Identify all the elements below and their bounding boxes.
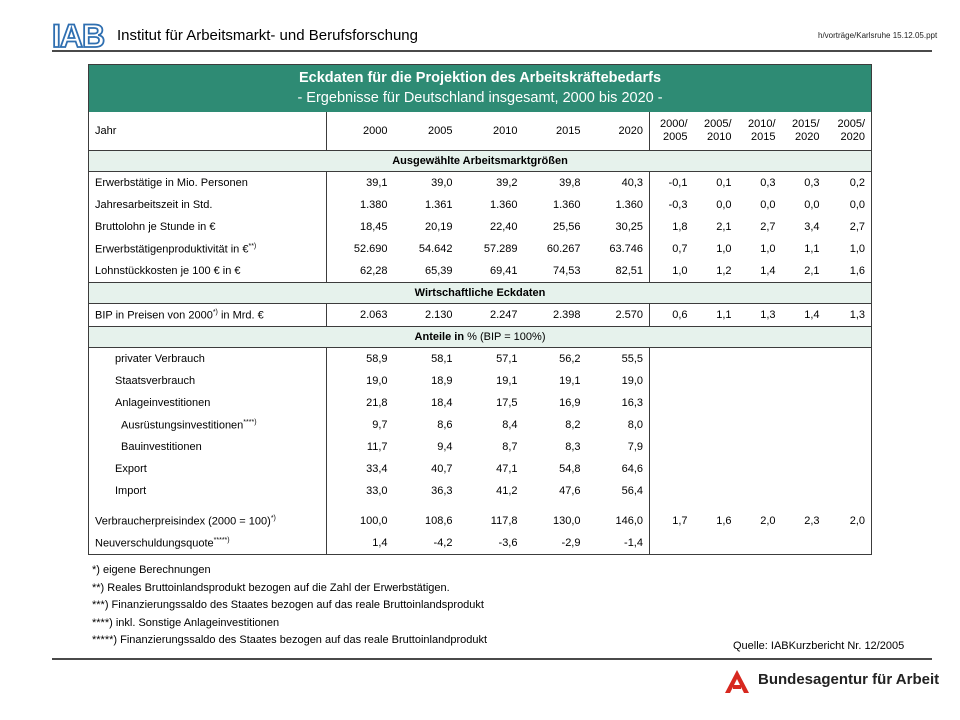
period-end: 2020	[840, 131, 866, 143]
change-cell: 0,6	[650, 304, 694, 327]
period-start: 2015/	[791, 118, 820, 130]
row-label: Export	[115, 463, 147, 475]
value-cell: 19,0	[366, 375, 388, 387]
table-row	[89, 510, 872, 532]
section-title	[89, 327, 872, 348]
value-cell: -1,4	[624, 537, 643, 549]
value-cell: 2.398	[552, 309, 581, 321]
column-header-year: 2000	[327, 112, 394, 151]
footer-divider	[52, 658, 932, 660]
value-cell: 65,39	[424, 265, 453, 277]
value-cell: 16,9	[559, 397, 581, 409]
value-cell: 55,5	[621, 353, 643, 365]
row-label: Ausrüstungsinvestitionen	[121, 419, 244, 432]
value-cell: 47,6	[559, 485, 581, 497]
value-cell: 1.360	[489, 199, 518, 211]
value-cell: 40,7	[431, 463, 453, 475]
file-reference: h/vorträge/Karlsruhe 15.12.05.ppt	[818, 31, 938, 40]
value-cell: 18,4	[431, 397, 453, 409]
value-cell: 58,1	[431, 353, 453, 365]
change-cell: 2,0	[760, 515, 776, 527]
value-cell: 22,40	[489, 221, 518, 233]
value-cell: 33,0	[366, 485, 388, 497]
value-cell: 30,25	[615, 221, 643, 233]
change-cell: 1,0	[760, 243, 776, 255]
change-cell: 1,1	[804, 243, 820, 255]
change-cell: 0,7	[650, 238, 694, 260]
change-cell: 1,4	[760, 265, 776, 277]
change-cell: 1,6	[716, 515, 732, 527]
iab-logo	[52, 20, 110, 50]
value-cell: 8,6	[437, 419, 453, 431]
change-cell: 0,0	[716, 199, 732, 211]
period-end: 2010	[707, 131, 732, 143]
row-label: Jahresarbeitszeit in Std.	[95, 199, 213, 211]
column-header-label: Jahr	[89, 112, 327, 151]
table-row	[89, 370, 872, 392]
change-cell: 1,7	[650, 510, 694, 532]
value-cell: 54,8	[559, 463, 581, 475]
value-cell: 19,1	[559, 375, 581, 387]
footnote: ***) Finanzierungssaldo des Staates bezogen auf das reale Bruttoinlandsprodukt	[92, 599, 484, 611]
table-title-cell	[89, 65, 872, 113]
spacer-cell	[459, 502, 524, 510]
footnote-ref: *)	[212, 308, 218, 316]
value-cell: 56,4	[621, 485, 643, 497]
section-title: Ausgewählte Arbeitsmarktgrößen	[89, 151, 872, 172]
projection-table	[88, 64, 872, 555]
institute-title: Institut für Arbeitsmarkt- und Berufsforschung	[117, 27, 418, 44]
row-label: Import	[115, 485, 147, 497]
column-header-period	[738, 112, 782, 151]
empty-change-cell	[650, 480, 872, 502]
change-cell: 1,3	[849, 309, 866, 321]
value-cell: 20,19	[424, 221, 453, 233]
value-cell: 2.063	[359, 309, 388, 321]
row-label: Staatsverbrauch	[115, 375, 196, 387]
value-cell: 39,0	[431, 177, 453, 189]
value-cell: 39,8	[559, 177, 581, 189]
value-cell: 108,6	[424, 515, 453, 527]
footnote-ref: ****)	[243, 418, 257, 426]
value-cell: 9,7	[372, 419, 388, 431]
agency-logo-icon	[722, 666, 752, 696]
spacer-cell	[650, 502, 872, 510]
row-label-cell	[89, 532, 327, 555]
value-cell: -3,6	[498, 537, 518, 549]
value-cell: 2.130	[424, 309, 453, 321]
period-end: 2020	[795, 131, 820, 143]
change-cell: 0,1	[716, 177, 732, 189]
value-cell: 57,1	[496, 353, 518, 365]
section-title: Wirtschaftliche Eckdaten	[89, 283, 872, 304]
empty-change-cell	[650, 414, 872, 436]
value-cell: 39,2	[496, 177, 518, 189]
change-cell: 2,1	[804, 265, 820, 277]
table-row	[89, 304, 872, 327]
row-label: privater Verbrauch	[115, 353, 205, 365]
column-header-period	[782, 112, 826, 151]
change-cell: 1,2	[716, 265, 732, 277]
change-cell: 1,3	[760, 309, 776, 321]
empty-change-cell	[650, 348, 872, 371]
spacer-cell	[327, 502, 394, 510]
row-label-cell	[89, 436, 327, 458]
row-label-cell	[89, 392, 327, 414]
spacer-cell	[587, 502, 650, 510]
value-cell: 146,0	[615, 515, 643, 527]
value-cell: 40,3	[621, 177, 643, 189]
row-label-cell	[89, 304, 327, 327]
footnote-ref: *)	[270, 514, 276, 522]
value-cell: 8,4	[502, 419, 518, 431]
value-cell: 1.380	[359, 199, 388, 211]
table-row	[89, 532, 872, 555]
value-cell: 64,6	[621, 463, 643, 475]
value-cell: 8,0	[627, 419, 643, 431]
table-title: Eckdaten für die Projektion des Arbeitskräftebedarfs	[298, 70, 662, 86]
value-cell: 36,3	[431, 485, 453, 497]
value-cell: 100,0	[359, 515, 388, 527]
row-label-cell	[89, 194, 327, 216]
header-divider	[52, 50, 932, 52]
table-row	[89, 260, 872, 283]
change-cell: -0,3	[650, 194, 694, 216]
change-cell: 2,3	[804, 515, 820, 527]
value-cell: 25,56	[552, 221, 581, 233]
value-cell: 1.361	[424, 199, 453, 211]
change-cell	[782, 532, 826, 555]
value-cell: 18,9	[431, 375, 453, 387]
table-subtitle: - Ergebnisse für Deutschland insgesamt, 2000 bis 2020 -	[297, 90, 663, 106]
change-cell: 2,7	[849, 221, 866, 233]
row-label: Verbraucherpreisindex (2000 = 100)	[95, 515, 271, 528]
value-cell: 63.746	[609, 243, 643, 255]
period-end: 2015	[751, 131, 776, 143]
change-cell: 0,0	[849, 199, 866, 211]
value-cell: 69,41	[489, 265, 518, 277]
footnote: ****) inkl. Sonstige Anlageinvestitionen	[92, 616, 280, 629]
row-label-cell	[89, 348, 327, 371]
empty-change-cell	[650, 436, 872, 458]
source-note: Quelle: IABKurzbericht Nr. 12/2005	[733, 640, 905, 652]
value-cell: 18,45	[359, 221, 388, 233]
spacer-cell	[89, 502, 327, 510]
value-cell: 130,0	[552, 515, 581, 527]
value-cell: 1.360	[552, 199, 581, 211]
value-cell: 41,2	[496, 485, 518, 497]
value-cell: 54.642	[418, 243, 453, 255]
value-cell: 47,1	[496, 463, 518, 475]
footnote-ref: *****)	[213, 536, 230, 544]
change-cell: 2,0	[849, 515, 866, 527]
row-label: Erwerbstätigenproduktivität in €	[95, 243, 249, 256]
value-cell: -4,2	[433, 537, 453, 549]
row-label-cell	[89, 260, 327, 283]
change-cell	[694, 532, 738, 555]
change-cell: 0,3	[760, 177, 776, 189]
table-row	[89, 392, 872, 414]
change-cell: -0,1	[650, 172, 694, 195]
value-cell: 8,3	[565, 441, 581, 453]
row-label-cell	[89, 370, 327, 392]
value-cell: 1.360	[615, 199, 643, 211]
section-header-row	[89, 327, 872, 348]
table-row	[89, 348, 872, 371]
table-row	[89, 480, 872, 502]
footnote: **) Reales Bruttoinlandsprodukt bezogen auf die Zahl der Erwerbstätigen.	[92, 581, 450, 594]
change-cell: 0,0	[804, 199, 820, 211]
change-cell: 0,3	[804, 177, 820, 189]
footnote-ref: **)	[248, 242, 257, 250]
period-start: 2010/	[747, 118, 776, 130]
spacer-cell	[524, 502, 587, 510]
row-label: BIP in Preisen von 2000	[95, 309, 213, 322]
row-label: Bruttolohn je Stunde in €	[95, 221, 216, 233]
change-cell: 1,0	[849, 243, 866, 255]
spacer-row	[89, 502, 872, 510]
change-cell: 3,4	[804, 221, 820, 233]
column-header-period	[650, 112, 694, 151]
value-cell: 11,7	[366, 441, 388, 453]
table-row	[89, 172, 872, 195]
footnotes	[92, 562, 487, 650]
value-cell: 57.289	[483, 243, 518, 255]
value-cell: 58,9	[366, 353, 388, 365]
agency-name: Bundesagentur für Arbeit	[758, 671, 940, 688]
change-cell	[650, 532, 694, 555]
shares-title-bold: Anteile in	[414, 331, 465, 343]
row-label-cell	[89, 414, 327, 436]
value-cell: 19,1	[496, 375, 518, 387]
value-cell: 74,53	[552, 265, 581, 277]
change-cell: 1,8	[650, 216, 694, 238]
value-cell: 33,4	[366, 463, 388, 475]
period-start: 2000/	[659, 118, 688, 130]
value-cell: 8,7	[502, 441, 518, 453]
table-row	[89, 238, 872, 260]
row-label-cell	[89, 172, 327, 195]
section-header-row	[89, 151, 872, 172]
row-label-cell	[89, 510, 327, 532]
row-label: Neuverschuldungsquote	[95, 537, 214, 550]
change-cell: 0,0	[760, 199, 776, 211]
value-cell: 39,1	[366, 177, 388, 189]
row-label-cell	[89, 458, 327, 480]
table-row	[89, 194, 872, 216]
table-row	[89, 414, 872, 436]
table-title-row	[89, 65, 872, 113]
change-cell: 2,1	[716, 221, 732, 233]
data-table-container	[88, 64, 871, 556]
row-label: Anlageinvestitionen	[115, 397, 211, 409]
change-cell: 1,0	[650, 260, 694, 283]
value-cell: 1,4	[372, 537, 388, 549]
value-cell: 56,2	[559, 353, 581, 365]
row-label-cell	[89, 238, 327, 260]
value-cell: 2.247	[489, 309, 518, 321]
value-cell: 82,51	[615, 265, 643, 277]
change-cell: 1,0	[716, 243, 732, 255]
row-label-cell	[89, 216, 327, 238]
value-cell: 7,9	[627, 441, 643, 453]
row-label: Erwerbstätige in Mio. Personen	[95, 177, 248, 189]
change-cell: 1,6	[849, 265, 866, 277]
column-header-row	[89, 112, 872, 151]
value-cell: 2.570	[615, 309, 643, 321]
empty-change-cell	[650, 392, 872, 414]
footnote: *) eigene Berechnungen	[92, 564, 211, 576]
empty-change-cell	[650, 458, 872, 480]
value-cell: 16,3	[621, 397, 643, 409]
footnote: *****) Finanzierungssaldo des Staates bezogen auf das reale Bruttoinlandprodukt	[92, 634, 488, 646]
change-cell: 0,2	[849, 177, 866, 189]
row-label-suffix: in Mrd. €	[217, 309, 264, 322]
section-header-row	[89, 283, 872, 304]
period-start: 2005/	[837, 118, 866, 130]
value-cell: 19,0	[621, 375, 643, 387]
value-cell: 117,8	[490, 515, 518, 527]
value-cell: 62,28	[359, 265, 388, 277]
row-label-cell	[89, 480, 327, 502]
change-cell: 2,7	[760, 221, 776, 233]
column-header-year: 2005	[394, 112, 459, 151]
change-cell: 1,4	[804, 309, 820, 321]
column-header-year: 2020	[587, 112, 650, 151]
table-row	[89, 436, 872, 458]
spacer-cell	[394, 502, 459, 510]
row-label: Bauinvestitionen	[121, 441, 202, 453]
value-cell: -2,9	[561, 537, 581, 549]
period-start: 2005/	[703, 118, 732, 130]
value-cell: 52.690	[353, 243, 388, 255]
period-end: 2005	[663, 131, 688, 143]
value-cell: 9,4	[437, 441, 453, 453]
iab-logo-text: IAB	[52, 20, 105, 50]
value-cell: 21,8	[366, 397, 388, 409]
column-header-period	[694, 112, 738, 151]
shares-title-rest: % (BIP = 100%)	[464, 331, 546, 343]
column-header-year: 2010	[459, 112, 524, 151]
column-header-year: 2015	[524, 112, 587, 151]
value-cell: 17,5	[496, 397, 518, 409]
value-cell: 60.267	[546, 243, 581, 255]
row-label: Lohnstückkosten je 100 € in €	[95, 265, 241, 277]
change-cell	[738, 532, 782, 555]
table-row	[89, 458, 872, 480]
empty-change-cell	[650, 370, 872, 392]
table-row	[89, 216, 872, 238]
value-cell: 8,2	[565, 419, 581, 431]
change-cell: 1,1	[716, 309, 732, 321]
change-cell	[826, 532, 872, 555]
column-header-period	[826, 112, 872, 151]
